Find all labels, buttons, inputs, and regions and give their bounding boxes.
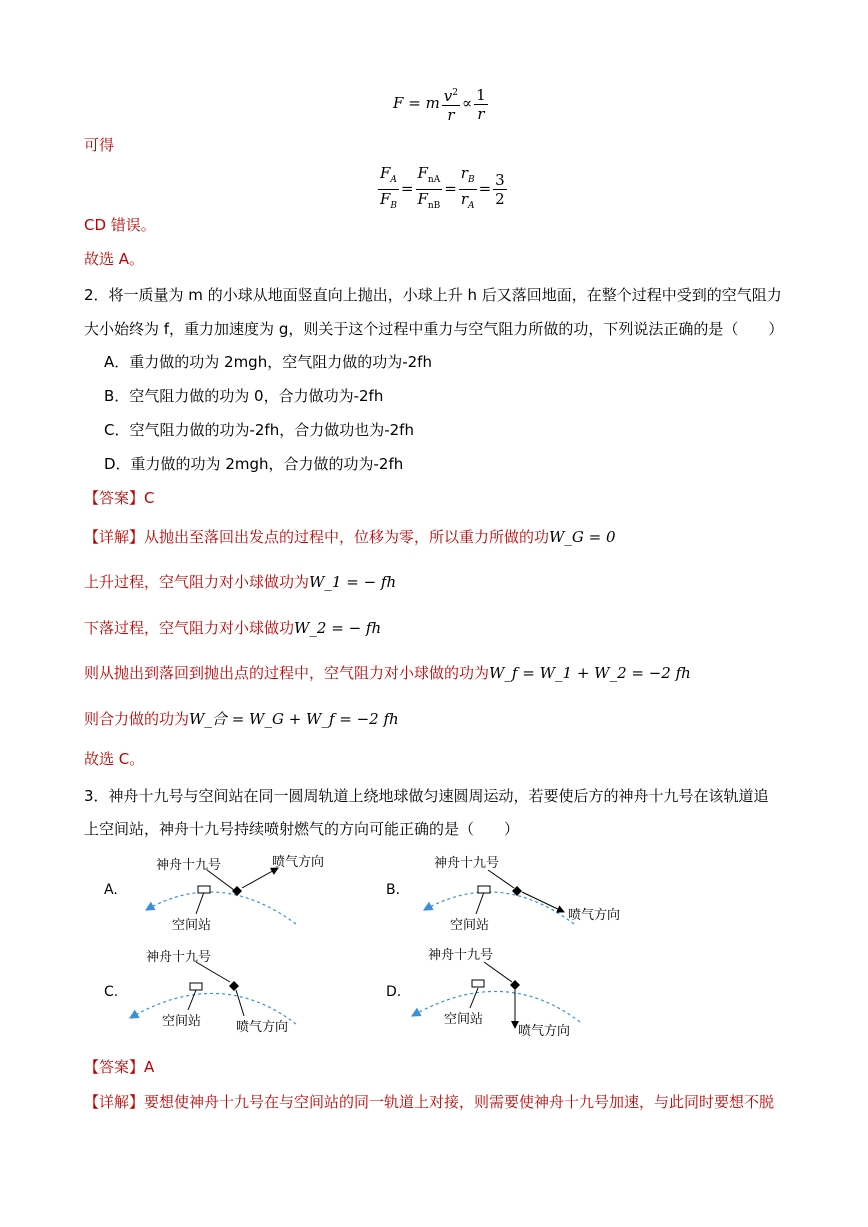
q2-option-a: A．重力做的功为 2mgh，空气阻力做的功为-2fh	[104, 353, 432, 371]
q2-detail-2: 上升过程，空气阻力对小球做功为W_1 = − fh	[84, 573, 397, 591]
q2-conclusion: 故选 C。	[84, 750, 145, 768]
diagram-a-letter: A.	[104, 882, 118, 898]
equation-ratio: $\frac{F_A}{F_B}$ = $\frac{F_{nA}}{F_{nB}}$ = $\frac{r_B}{r_A}$ = $\frac{3}{2}$	[379, 164, 505, 211]
diagram-c-drawing	[100, 942, 340, 1038]
q2-detail-1-eq: W_G = 0	[549, 528, 616, 546]
diagram-b-jet-label: 喷气方向	[568, 908, 621, 923]
diagram-b-ship-label: 神舟十九号	[434, 856, 500, 871]
diagram-d-jet-label: 喷气方向	[518, 1024, 571, 1039]
diagram-a-drawing	[100, 848, 340, 938]
diagram-c	[100, 942, 340, 1038]
q3-detail: 【详解】要想使神舟十九号在与空间站的同一轨道上对接，则需要使神舟十九号加速，与此同时要想不脱	[84, 1093, 775, 1111]
diagram-a-jet-label: 喷气方向	[272, 855, 325, 870]
q3-answer: 【答案】A	[84, 1058, 155, 1076]
diagram-c-jet-label: 喷气方向	[236, 1020, 289, 1035]
text-choose-a: 故选 A。	[84, 250, 145, 268]
diagram-a	[100, 848, 340, 938]
q2-option-c: C．空气阻力做的功为-2fh，合力做功也为-2fh	[104, 421, 414, 439]
q2-detail-4-eq: W_f = W_1 + W_2 = −2 fh	[489, 664, 691, 682]
diagram-c-ship-label: 神舟十九号	[146, 950, 212, 965]
diagram-c-station-label: 空间站	[162, 1014, 202, 1029]
q2-detail-3: 下落过程，空气阻力对小球做功W_2 = − fh	[84, 619, 382, 637]
q2-stem-line2: 大小始终为 f，重力加速度为 g，则关于这个过程中重力与空气阻力所做的功，下列说法正确的是（ ）	[84, 320, 784, 338]
q2-detail-5: 则合力做的功为W_合 = W_G + W_f = −2 fh	[84, 710, 399, 728]
q3-stem-line2: 上空间站，神舟十九号持续喷射燃气的方向可能正确的是（ ）	[84, 820, 520, 838]
q2-option-d: D．重力做的功为 2mgh，合力做的功为-2fh	[104, 455, 404, 473]
equation-centripetal: F = m $\frac{v^2}{r}$ ∝ $\frac{1}{r}$	[393, 85, 486, 124]
q2-answer: 【答案】C	[84, 489, 155, 507]
diagram-d	[384, 942, 634, 1038]
diagram-b	[384, 848, 634, 938]
text-cd-wrong: CD 错误。	[84, 216, 156, 234]
diagram-d-letter: D.	[386, 984, 402, 1000]
diagram-a-ship-label: 神舟十九号	[156, 858, 222, 873]
diagram-b-drawing	[384, 848, 634, 938]
diagram-d-drawing	[384, 942, 634, 1038]
diagram-d-ship-label: 神舟十九号	[428, 948, 494, 963]
q2-option-b: B．空气阻力做的功为 0，合力做功为-2fh	[104, 387, 384, 405]
q2-detail-4: 则从抛出到落回到抛出点的过程中，空气阻力对小球做的功为W_f = W_1 + W_2 = −2 fh	[84, 664, 691, 682]
q3-stem-line1: 3．神舟十九号与空间站在同一圆周轨道上绕地球做匀速圆周运动，若要使后方的神舟十九号在该轨道追	[84, 787, 769, 805]
q2-detail-5-eq: W_合 = W_G + W_f = −2 fh	[189, 710, 399, 728]
diagram-b-station-label: 空间站	[450, 918, 490, 933]
q2-detail-1: 【详解】从抛出至落回出发点的过程中，位移为零，所以重力所做的功W_G = 0	[84, 528, 616, 546]
diagram-d-station-label: 空间站	[444, 1012, 484, 1027]
text-kede: 可得	[84, 136, 115, 154]
q2-detail-2-eq: W_1 = − fh	[309, 573, 397, 591]
q2-detail-3-eq: W_2 = − fh	[294, 619, 382, 637]
q2-stem-line1: 2．将一质量为 m 的小球从地面竖直向上抛出，小球上升 h 后又落回地面，在整个过程中受到的空气阻力	[84, 286, 782, 304]
diagram-c-letter: C.	[104, 984, 119, 1000]
diagram-b-letter: B.	[386, 882, 401, 898]
diagram-a-station-label: 空间站	[172, 918, 212, 933]
